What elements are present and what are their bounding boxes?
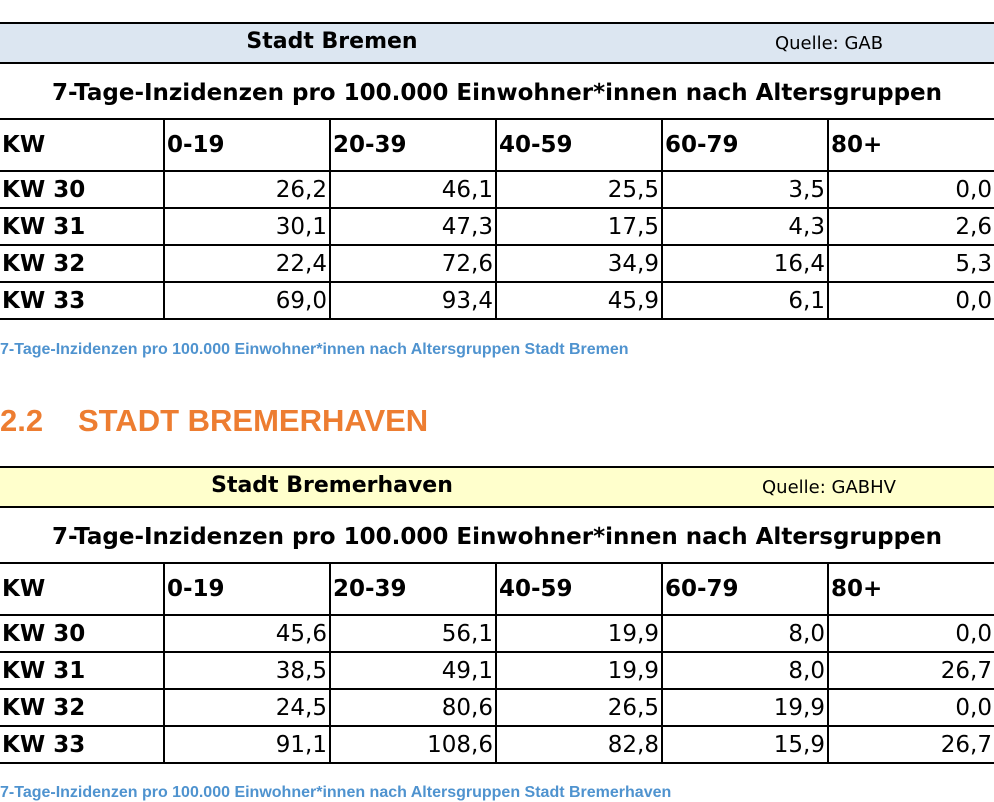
cell-value: 2,6 bbox=[828, 208, 994, 245]
cell-value: 49,1 bbox=[330, 652, 496, 689]
cell-value: 46,1 bbox=[330, 171, 496, 208]
bremerhaven-subtitle: 7-Tage-Inzidenzen pro 100.000 Einwohner*innen nach Altersgruppen bbox=[51, 524, 943, 550]
cell-value: 69,0 bbox=[164, 282, 330, 319]
table-header-row bbox=[0, 563, 994, 615]
header-age-0-19: 0-19 bbox=[164, 119, 330, 171]
header-age-80-plus: 80+ bbox=[828, 119, 994, 171]
table-row bbox=[0, 652, 994, 689]
cell-value: 72,6 bbox=[330, 245, 496, 282]
cell-value: 25,5 bbox=[496, 171, 662, 208]
section-heading bbox=[0, 403, 428, 439]
header-age-20-39: 20-39 bbox=[330, 119, 496, 171]
header-age-0-19: 0-19 bbox=[164, 563, 330, 615]
cell-value: 91,1 bbox=[164, 726, 330, 763]
cell-value: 8,0 bbox=[662, 615, 828, 652]
header-age-60-79: 60-79 bbox=[662, 119, 828, 171]
header-age-80-plus: 80+ bbox=[828, 563, 994, 615]
cell-value: 0,0 bbox=[828, 615, 994, 652]
cell-value: 3,5 bbox=[662, 171, 828, 208]
table-row bbox=[0, 726, 994, 763]
table-header-row bbox=[0, 119, 994, 171]
cell-value: 19,9 bbox=[662, 689, 828, 726]
table-row bbox=[0, 245, 994, 282]
bremen-subtitle: 7-Tage-Inzidenzen pro 100.000 Einwohner*innen nach Altersgruppen bbox=[51, 80, 943, 106]
table-row bbox=[0, 615, 994, 652]
cell-value: 24,5 bbox=[164, 689, 330, 726]
row-week: KW 30 bbox=[0, 171, 164, 208]
cell-value: 26,7 bbox=[828, 652, 994, 689]
bremen-incidence-table bbox=[0, 118, 994, 320]
cell-value: 38,5 bbox=[164, 652, 330, 689]
header-age-40-59: 40-59 bbox=[496, 119, 662, 171]
cell-value: 0,0 bbox=[828, 282, 994, 319]
header-age-40-59: 40-59 bbox=[496, 563, 662, 615]
row-week: KW 33 bbox=[0, 726, 164, 763]
cell-value: 4,3 bbox=[662, 208, 828, 245]
cell-value: 19,9 bbox=[496, 615, 662, 652]
header-age-60-79: 60-79 bbox=[662, 563, 828, 615]
cell-value: 15,9 bbox=[662, 726, 828, 763]
row-week: KW 32 bbox=[0, 245, 164, 282]
cell-value: 22,4 bbox=[164, 245, 330, 282]
section-title: STADT BREMERHAVEN bbox=[78, 403, 429, 438]
cell-value: 8,0 bbox=[662, 652, 828, 689]
table-row bbox=[0, 282, 994, 319]
cell-value: 26,7 bbox=[828, 726, 994, 763]
row-week: KW 31 bbox=[0, 208, 164, 245]
header-age-20-39: 20-39 bbox=[330, 563, 496, 615]
cell-value: 19,9 bbox=[496, 652, 662, 689]
cell-value: 82,8 bbox=[496, 726, 662, 763]
table-row bbox=[0, 689, 994, 726]
cell-value: 6,1 bbox=[662, 282, 828, 319]
cell-value: 17,5 bbox=[496, 208, 662, 245]
cell-value: 34,9 bbox=[496, 245, 662, 282]
bremerhaven-title: Stadt Bremerhaven bbox=[211, 473, 453, 498]
bremen-title: Stadt Bremen bbox=[246, 29, 418, 54]
header-kw: KW bbox=[0, 563, 164, 615]
cell-value: 26,2 bbox=[164, 171, 330, 208]
cell-value: 16,4 bbox=[662, 245, 828, 282]
bremen-title-bar bbox=[0, 22, 994, 64]
row-week: KW 30 bbox=[0, 615, 164, 652]
bremerhaven-source: Quelle: GABHV bbox=[762, 477, 896, 498]
section-number: 2.2 bbox=[0, 403, 44, 438]
cell-value: 0,0 bbox=[828, 689, 994, 726]
cell-value: 80,6 bbox=[330, 689, 496, 726]
cell-value: 26,5 bbox=[496, 689, 662, 726]
bremerhaven-table-caption: 7-Tage-Inzidenzen pro 100.000 Einwohner*innen nach Altersgruppen Stadt Bremerhaven bbox=[0, 784, 672, 801]
header-kw: KW bbox=[0, 119, 164, 171]
bremerhaven-incidence-table bbox=[0, 562, 994, 764]
row-week: KW 33 bbox=[0, 282, 164, 319]
cell-value: 56,1 bbox=[330, 615, 496, 652]
cell-value: 47,3 bbox=[330, 208, 496, 245]
cell-value: 108,6 bbox=[330, 726, 496, 763]
bremen-source: Quelle: GAB bbox=[774, 33, 884, 54]
row-week: KW 31 bbox=[0, 652, 164, 689]
bremerhaven-title-bar bbox=[0, 466, 994, 508]
table-row bbox=[0, 171, 994, 208]
bremen-table-caption: 7-Tage-Inzidenzen pro 100.000 Einwohner*innen nach Altersgruppen Stadt Bremen bbox=[0, 341, 629, 358]
cell-value: 45,6 bbox=[164, 615, 330, 652]
row-week: KW 32 bbox=[0, 689, 164, 726]
cell-value: 45,9 bbox=[496, 282, 662, 319]
table-row bbox=[0, 208, 994, 245]
cell-value: 0,0 bbox=[828, 171, 994, 208]
cell-value: 30,1 bbox=[164, 208, 330, 245]
cell-value: 93,4 bbox=[330, 282, 496, 319]
cell-value: 5,3 bbox=[828, 245, 994, 282]
